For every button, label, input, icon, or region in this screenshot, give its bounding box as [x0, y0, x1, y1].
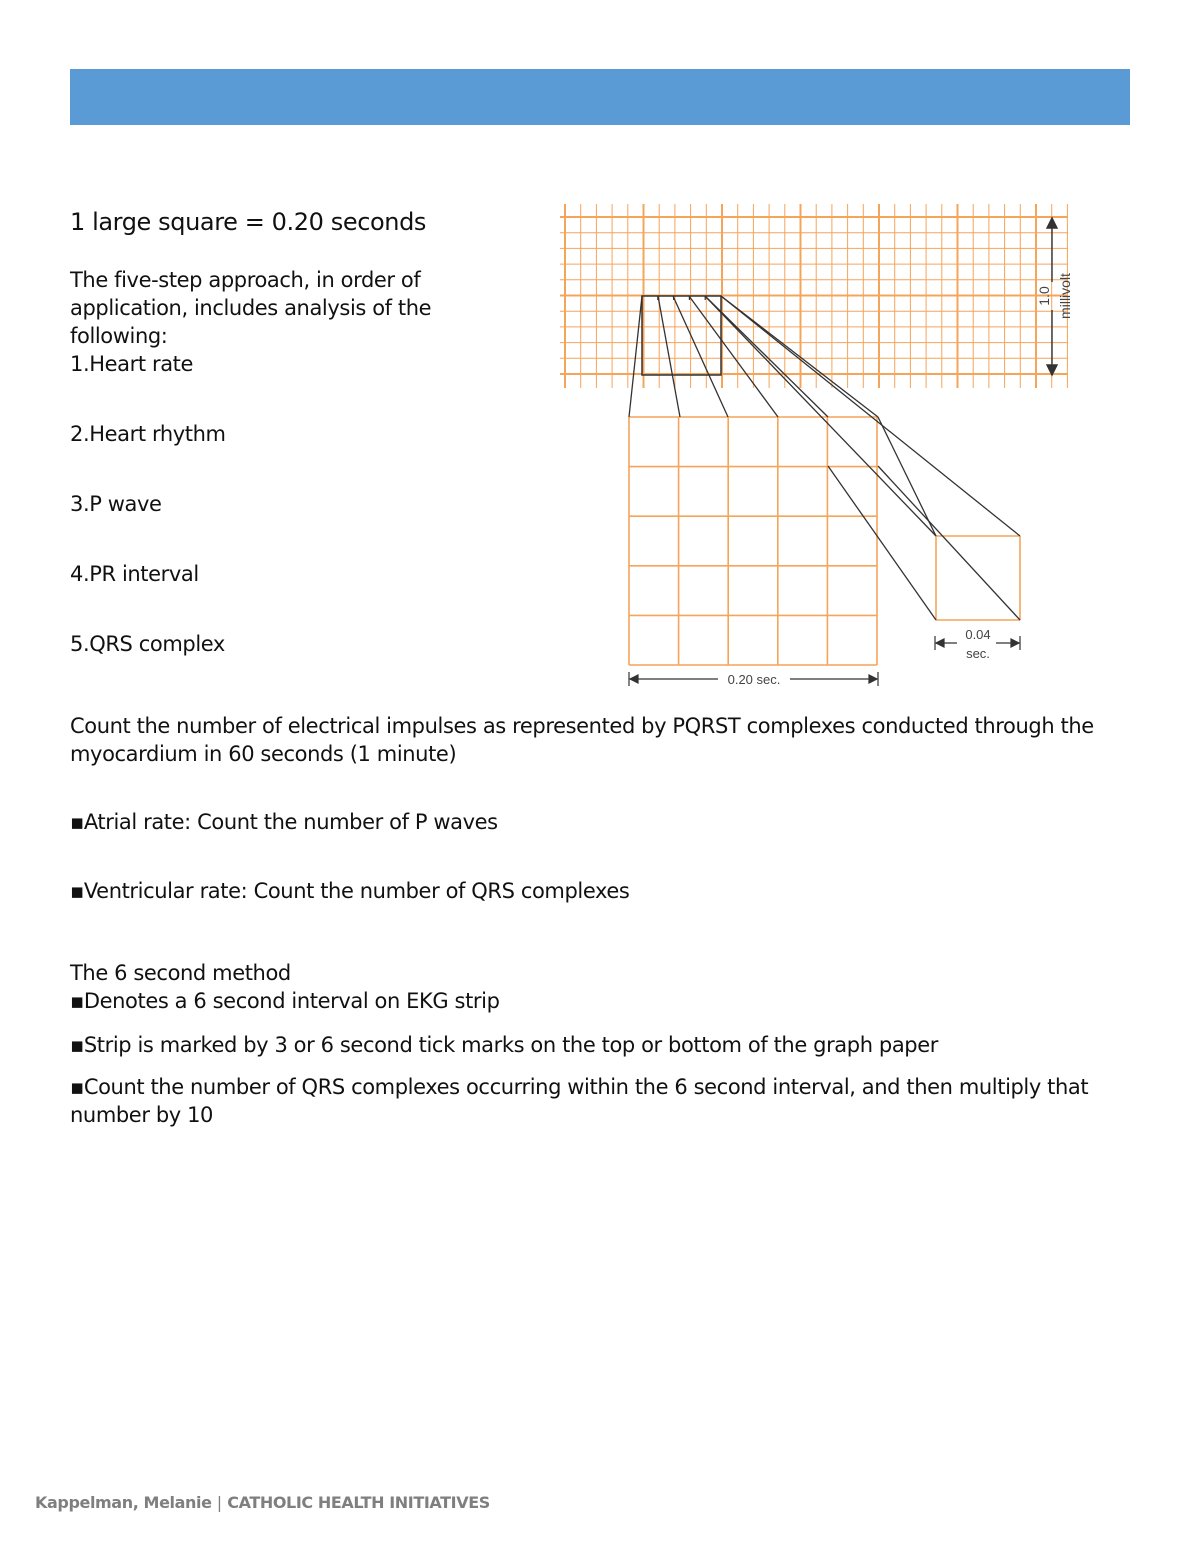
- ventricular-rate-bullet: ▪Ventricular rate: Count the number of QRS complexes: [70, 879, 630, 903]
- step-qrs-complex: 5.QRS complex: [70, 632, 225, 656]
- callout-line: [705, 296, 828, 417]
- six-second-bullet-2: ▪Strip is marked by 3 or 6 second tick marks on the top or bottom of the graph paper: [70, 1033, 938, 1057]
- callout-line: [658, 296, 680, 417]
- count-impulses-line-2: myocardium in 60 seconds (1 minute): [70, 742, 457, 766]
- magnification-lines: [629, 296, 1020, 620]
- small-box-unit-label: sec.: [966, 646, 990, 661]
- six-second-bullet-1: ▪Denotes a 6 second interval on EKG strip: [70, 989, 500, 1013]
- intro-line-2: application, includes analysis of the: [70, 296, 432, 320]
- step-p-wave: 3.P wave: [70, 492, 162, 516]
- voltage-unit-label: millivolt: [1057, 273, 1073, 319]
- highlighted-large-square: [642, 296, 721, 375]
- callout-line: [629, 296, 642, 417]
- callout-line: [828, 466, 936, 620]
- footer-organization: CATHOLIC HEALTH INITIATIVES: [227, 1493, 490, 1512]
- magnified-large-square: [629, 417, 877, 665]
- footer-author: Kappelman, Melanie: [35, 1493, 212, 1512]
- atrial-rate-bullet: ▪Atrial rate: Count the number of P waves: [70, 810, 498, 834]
- step-heart-rate: 1.Heart rate: [70, 352, 194, 376]
- six-second-bullet-3-line-1: ▪Count the number of QRS complexes occurring within the 6 second interval, and then multiply that: [70, 1075, 1089, 1099]
- six-second-bullet-3: [70, 1073, 1140, 1129]
- intro-line-1: The five-step approach, in order of: [70, 268, 421, 292]
- count-impulses-line-1: Count the number of electrical impulses as represented by PQRST complexes conducted through the: [70, 714, 1094, 738]
- magnified-small-square: [936, 536, 1020, 620]
- large-square-heading: 1 large square = 0.20 seconds: [70, 208, 427, 236]
- ekg-grid-diagram: [560, 198, 1080, 698]
- callout-line: [689, 296, 778, 417]
- step-heart-rhythm: 2.Heart rhythm: [70, 422, 226, 446]
- step-pr-interval: 4.PR interval: [70, 562, 199, 586]
- ekg-graph-paper: [560, 204, 1068, 388]
- callout-line: [705, 296, 936, 536]
- intro-paragraph: [70, 266, 470, 350]
- footer-separator: |: [216, 1493, 223, 1512]
- intro-line-3: following:: [70, 324, 168, 348]
- voltage-value-label: 1.0: [1036, 286, 1052, 306]
- callout-line: [878, 466, 1020, 620]
- large-box-label: 0.20 sec.: [727, 672, 781, 687]
- page-footer: [35, 1492, 490, 1514]
- callout-line: [721, 296, 1020, 536]
- callout-line: [878, 417, 936, 536]
- six-second-bullet-3-line-2: number by 10: [70, 1103, 213, 1127]
- header-banner: [70, 69, 1130, 125]
- six-second-method-title: The 6 second method: [70, 961, 291, 985]
- count-impulses-paragraph: [70, 712, 1140, 768]
- small-box-value-label: 0.04: [965, 627, 991, 642]
- callout-line: [673, 296, 728, 417]
